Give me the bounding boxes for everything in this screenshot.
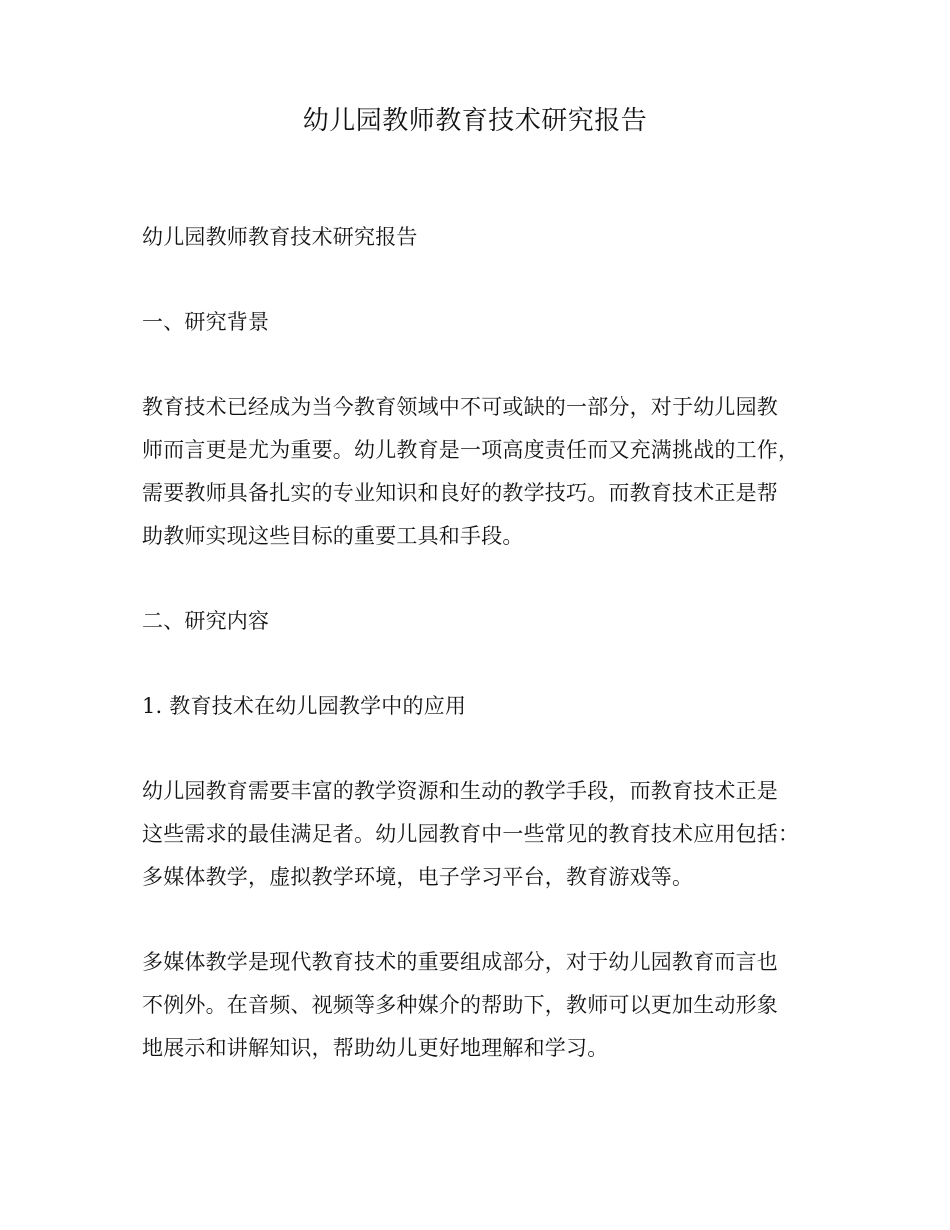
paragraph-line: 多媒体教学是现代教育技术的重要组成部分，对于幼儿园教育而言也 [142,950,778,974]
paragraph-line: 教育技术已经成为当今教育领域中不可或缺的一部分，对于幼儿园教 [142,395,778,419]
paragraph-line: 这些需求的最佳满足者。幼儿园教育中一些常见的教育技术应用包括： [142,822,800,846]
paragraph-line: 需要教师具备扎实的专业知识和良好的教学技巧。而教育技术正是帮 [142,481,778,505]
document-subtitle: 幼儿园教师教育技术研究报告 [142,225,418,249]
section-heading-background: 一、研究背景 [142,310,270,334]
subsection-heading: 1. 教育技术在幼儿园教学中的应用 [142,694,467,718]
paragraph-line: 助教师实现这些目标的重要工具和手段。 [142,524,524,548]
paragraph-line: 不例外。在音频、视频等多种媒介的帮助下，教师可以更加生动形象 [142,993,778,1017]
paragraph-line: 地展示和讲解知识，帮助幼儿更好地理解和学习。 [142,1036,609,1060]
paragraph-line: 师而言更是尤为重要。幼儿教育是一项高度责任而又充满挑战的工作， [142,438,800,462]
paragraph-line: 幼儿园教育需要丰富的教学资源和生动的教学手段，而教育技术正是 [142,779,778,803]
paragraph-line: 多媒体教学，虚拟教学环境，电子学习平台，教育游戏等。 [142,865,694,889]
section-heading-content: 二、研究内容 [142,609,270,633]
document-title: 幼儿园教师教育技术研究报告 [302,106,648,136]
